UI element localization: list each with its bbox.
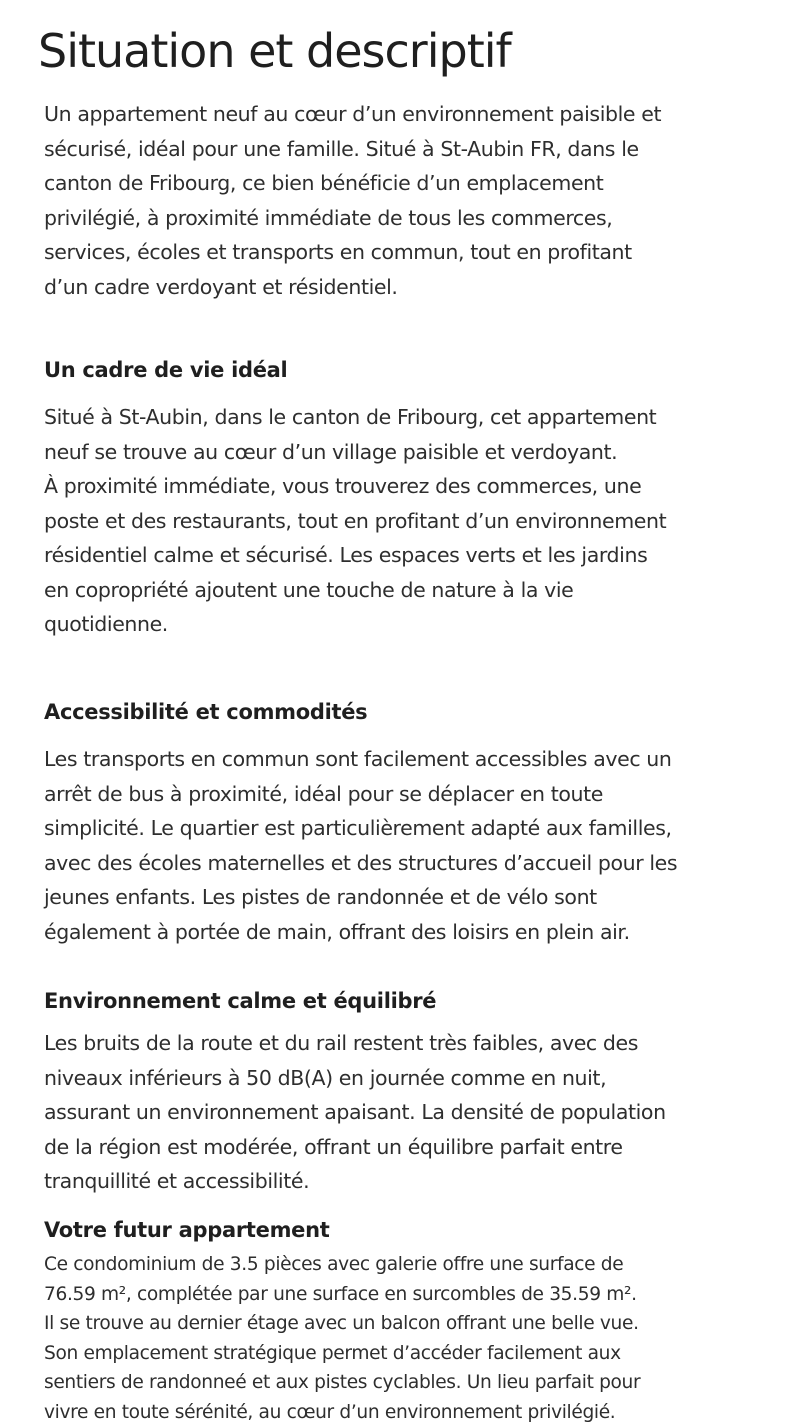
paragraph-line: Les bruits de la route et du rail restent très faibles, avec des [44,1026,666,1061]
intro-line: services, écoles et transports en commun, tout en profitant [44,235,661,270]
paragraph-line: en copropriété ajoutent une touche de nature à la vie [44,573,666,608]
intro-paragraph [44,97,661,304]
intro-line: Un appartement neuf au cœur d’un environnement paisible et [44,97,661,132]
paragraph-line: arrêt de bus à proximité, idéal pour se déplacer en toute [44,777,677,812]
intro-line: privilégié, à proximité immédiate de tous les commerces, [44,201,661,236]
page-title: Situation et descriptif [38,22,511,80]
paragraph-line: Situé à St-Aubin, dans le canton de Fribourg, cet appartement [44,400,666,435]
paragraph-line: 76.59 m², complétée par une surface en surcombles de 35.59 m². [44,1280,640,1310]
paragraph-line: de la région est modérée, offrant un équilibre parfait entre [44,1130,666,1165]
paragraph-line: Les transports en commun sont facilement accessibles avec un [44,742,677,777]
paragraph-line: poste et des restaurants, tout en profitant d’un environnement [44,504,666,539]
paragraph-line: résidentiel calme et sécurisé. Les espaces verts et les jardins [44,538,666,573]
section-heading-environnement: Environnement calme et équilibré [44,986,436,1016]
section-paragraph-futur-appartement [44,1250,640,1427]
paragraph-line: niveaux inférieurs à 50 dB(A) en journée comme en nuit, [44,1061,666,1096]
section-heading-accessibilite: Accessibilité et commodités [44,697,367,727]
intro-line: canton de Fribourg, ce bien bénéficie d’un emplacement [44,166,661,201]
paragraph-line: assurant un environnement apaisant. La densité de population [44,1095,666,1130]
paragraph-line: avec des écoles maternelles et des structures d’accueil pour les [44,846,677,881]
section-heading-cadre-de-vie: Un cadre de vie idéal [44,355,287,385]
paragraph-line: jeunes enfants. Les pistes de randonnée et de vélo sont [44,880,677,915]
section-paragraph-cadre-de-vie [44,400,666,642]
paragraph-line: À proximité immédiate, vous trouverez des commerces, une [44,469,666,504]
paragraph-line: également à portée de main, offrant des loisirs en plein air. [44,915,677,950]
section-paragraph-accessibilite [44,742,677,949]
paragraph-line: Il se trouve au dernier étage avec un balcon offrant une belle vue. [44,1309,640,1339]
intro-line: sécurisé, idéal pour une famille. Situé à St-Aubin FR, dans le [44,132,661,167]
paragraph-line: simplicité. Le quartier est particulièrement adapté aux familles, [44,811,677,846]
paragraph-line: vivre en toute sérénité, au cœur d’un environnement privilégié. [44,1398,640,1427]
paragraph-line: quotidienne. [44,607,666,642]
paragraph-line: Ce condominium de 3.5 pièces avec galerie offre une surface de [44,1250,640,1280]
paragraph-line: neuf se trouve au cœur d’un village paisible et verdoyant. [44,435,666,470]
intro-line: d’un cadre verdoyant et résidentiel. [44,270,661,305]
paragraph-line: tranquillité et accessibilité. [44,1164,666,1199]
paragraph-line: Son emplacement stratégique permet d’accéder facilement aux [44,1339,640,1369]
paragraph-line: sentiers de randonneé et aux pistes cyclables. Un lieu parfait pour [44,1368,640,1398]
section-heading-futur-appartement: Votre futur appartement [44,1215,329,1245]
section-paragraph-environnement [44,1026,666,1199]
